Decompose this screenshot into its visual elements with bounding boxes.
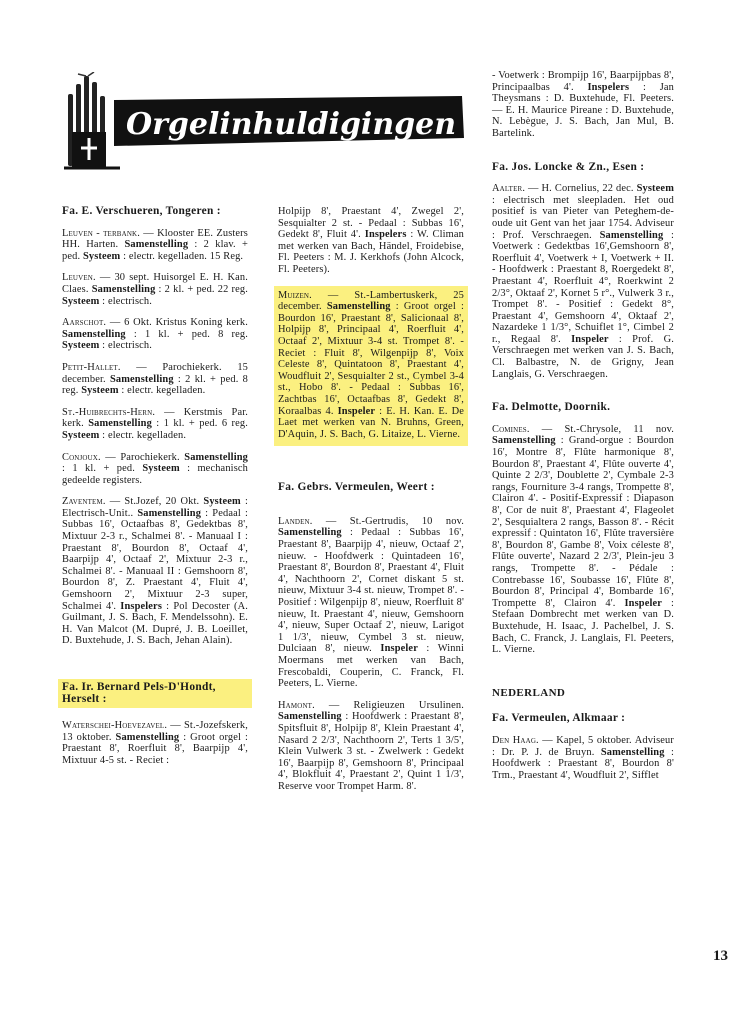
entry-text: : 2 kl. + ped. 8 reg. [62, 373, 248, 397]
entry-text: : electr. kegelladen. [121, 385, 206, 397]
entry-continued [278, 206, 464, 276]
firm-heading: Fa. E. Verschueren, Tongeren : [62, 205, 221, 217]
entry-text: : Jan Theysmans : D. Buxtehude, Fl. Peeters. — E. H. Maurice Pireane : D. Buxtehude, N. Lebègue, J. S. Bach, Jan Mul, B. Bartelink. [492, 81, 675, 139]
label-samenstelling: Samenstelling [600, 746, 665, 758]
label-samenstelling: Samenstelling [124, 239, 189, 251]
entry-text: : Groot orgel : Praestant 8', Roerfluit 8', Baarpijp 4', Mixtuur 4-5 st. - Reciet : [62, 731, 248, 766]
entry-text: — St.-Gertrudis, 10 nov. [325, 515, 464, 527]
entry-leuven-terbank [62, 228, 248, 263]
column-right [492, 70, 674, 791]
place-name: Conjoux. [62, 451, 101, 463]
label-inspelers: Inspelers [587, 81, 630, 93]
entry-text: : Electrisch-Unit.. [62, 496, 248, 519]
label-systeem: Systeem [62, 340, 100, 352]
entry-zaventem [62, 496, 248, 647]
entry-text: — Religieuzen Ursulinen. [328, 699, 464, 711]
label-samenstelling: Samenstelling [109, 373, 174, 385]
label-samenstelling: Samenstelling [137, 507, 202, 519]
place-name: St.-Huibrechts-Hern. [62, 406, 156, 418]
entry-conjoux [62, 452, 248, 487]
entry-text: - Voetwerk : Brompijp 16', Baarpijpbas 8', Principaalbas 4'. [492, 70, 674, 93]
label-samenstelling: Samenstelling [115, 731, 180, 743]
entry-text: : Hoofdwerk : Praestant 8', Bourdon 8' Trm., Praestant 4', Woudfluit 2', Sifflet [492, 746, 675, 781]
firm-heading: Fa. Delmotte, Doornik. [492, 401, 611, 414]
place-name: Leuven. [62, 272, 96, 284]
label-samenstelling: Samenstelling [278, 527, 342, 539]
entry-text: : Hoofdwerk : Praestant 8', Spitsfluit 8', Holpijp 8', Klein Praestant 4', Nasard 2 2/3', Nachthoorn 2', Terts 1 3/5', Klein Vulwerk 3 st. - Zwelwerk : Gedekt 16', Baarpijp 8', Gemshoorn 8', Principaal 4', Blokfluit 4', Praestant 2', Quint 1 1/3', Reserve voor Trompet Harm. 8'. [278, 711, 464, 792]
label-inspeler: Inspeler [571, 333, 609, 345]
place-name: Comines. [492, 423, 530, 435]
firm-heading: Fa. Jos. Loncke & Zn., Esen : [492, 160, 645, 173]
entry-text: — H. Cornelius, 22 dec. [528, 183, 634, 195]
label-inspelers: Inspelers [364, 229, 407, 241]
label-samenstelling: Samenstelling [184, 451, 249, 463]
organ-pipes-logo [62, 72, 468, 176]
entry-text: : E. H. Kan. E. De Laet met werken van N. Bruhns, Green, D'Aquin, J. S. Bach, G. Litaize, L. Vierne. [278, 405, 465, 440]
place-name: Den Haag. [492, 734, 539, 746]
label-systeem: Systeem [82, 250, 121, 262]
entry-text: : electr. kegelladen. [102, 429, 187, 441]
entry-text: : 1 kl. + ped. [62, 463, 136, 475]
place-name: Leuven - terbank. [62, 227, 140, 239]
column-middle [278, 206, 464, 803]
entry-text: : electrisch met sleepladen. Het oud positief is van Pieter van Peteghem-de-oude uit Gent van het jaar 1754. Adviseur : Prof. Verschraegen. [492, 194, 674, 241]
label-inspeler: Inspeler [624, 597, 663, 609]
entry-text: — St.Jozef, 20 Okt. [109, 496, 200, 508]
entry-text: : Pedaal : Subbas 16', Praestant 8', Baarpijp 4', nieuw, Octaaf 2', nieuw. - Hoofdwerk : Quintadeen 16', Praestant 8', Bourdon 8', Praestant 4', Fluit 4', Nachthoorn 2', Cornet diskant 5 st. nieuw, Mixtuur 3-4 st. nieuw, Trompet 8'. - Positief : Wilgenpijp 8', nieuw, Roerfluit 8' nieuw, It. Praestant 4', nieuw, Gemshoorn 4', nieuw, Super Octaaf 2', nieuw, Larigot 1 1/3', nieuw, Cymbel 3 st. nieuw, Dulciaan 8', nieuw. [278, 527, 465, 655]
entry-text: : electrisch. [102, 340, 153, 352]
place-name: Hamont. [278, 699, 315, 711]
organ-icon [64, 72, 120, 168]
entry-text: : Stefaan Dombrecht met werken van D. Buxtehude, H. Isaac, J. Pachelbel, J. S. Bach, C. Franck, J. Langlais, Fl. Peeters, L. Vierne. [492, 597, 675, 656]
entry-aalter [492, 183, 674, 380]
entry-text: : 2 klav. + ped. [62, 239, 249, 262]
label-systeem: Systeem [81, 385, 119, 397]
entry-continued [492, 70, 674, 140]
entry-st-huibrechts-hern [62, 407, 248, 442]
label-samenstelling: Samenstelling [492, 435, 556, 447]
entry-text: : Groot orgel : Bourdon 16', Praestant 8', Salicionaal 8', Holpijp 8', Principaal 4', Roerfluit 4', Octaaf 2', Mixtuur 3-4 st. Trompet 8'. - Reciet : Fluit 8', Wilgenpijp 8', Voix Celeste 8', Quintatoon 8', Praestant 4', Woudfluit 2', Sesquialter 2 st., Cymbel 3-4 st., Hobo 8'. - Pedaal : Subbas 16', Zachtbas 16', Octaafbas 8', Gedekt 8', Koraalbas 4. [278, 301, 464, 417]
entry-text: : 2 kl. + ped. 22 reg. [158, 283, 249, 295]
entry-text: : 1 kl. + ped. 8 reg. [133, 328, 248, 340]
header-title: Orgelinhuldigingen [126, 107, 456, 142]
entry-text: : Voetwerk : Gedektbas 16',Gemshoorn 8', Roerfluit 4', Voetwerk + I, Voetwerk + II. - Hoofdwerk : Praestant 8, Roergedekt 8', Praestant 4', Roerfluit 4°, Roerkwint 2 2/3°, Oktaaf 2', Kornet 5 r°., Vulwerk 3 r., Trompet 8'. - Positief : Gedekt 8°, Praestant 4', Gemshoorn 4', Oktaaf 2', Nazardeke 1 1/3°, Schuiflet 1°, Cimbel 2 r., Regaal 8'. [492, 229, 674, 345]
label-systeem: Systeem [142, 463, 180, 475]
firm-heading: Fa. Vermeulen, Alkmaar : [492, 712, 626, 725]
entry-text: : Pol Decoster (A. Guilmant, J. S. Bach, F. Mendelssohn). E. H. Van Malcot (M. Dupré, J. B. Loeillet, D. Buxtehude, J. S. Bach, Jehan Alain). [62, 600, 249, 647]
entry-text: : electrisch. [102, 295, 153, 307]
label-inspeler: Inspeler [337, 405, 376, 417]
entry-text: — Parochiekerk. [105, 451, 180, 463]
entry-text: — St.-Chrysole, 11 nov. [541, 423, 674, 435]
place-name: Landen. [278, 515, 313, 527]
section-heading: NEDERLAND [492, 686, 566, 699]
label-systeem: Systeem [62, 429, 100, 441]
entry-text: : electr. kegelladen. 15 Reg. [123, 250, 244, 262]
label-samenstelling: Samenstelling [88, 418, 152, 430]
label-inspeler: Inspeler [380, 643, 418, 655]
entry-text: : Pedaal : Subbas 16', Octaafbas 8', Gedektbas 8', Mixtuur 2-3 r., Schalmei 8'. - Manuaal I : Praestant 8', Bourdon 8', Octaaf 4', Baarpijp 4', Octaaf 2', Mixtuur 2-3 r., Schalmei 8'. - Manuaal II : Gemshoorn 8', Bourdon 8', Z. Praestant 4', Fluit 4', Gemshoorn 2', Mixtuur 2-3 super, Schalmei 4'. [62, 507, 249, 612]
entry-text: — St.-Jozefskerk, 13 oktober. [62, 720, 248, 743]
place-name: Waterschei-Hoevezavel. [62, 720, 168, 732]
entry-aarschot [62, 317, 248, 352]
label-samenstelling: Samenstelling [326, 301, 391, 313]
place-name: Zaventem. [62, 496, 106, 508]
entry-den-haag [492, 735, 674, 781]
place-name: Muizen. [278, 289, 312, 301]
entry-text: : Prof. G. Verschraegen met werken van J. S. Bach, Cl. Balbastre, N. de Grigny, Jean Langlais, G. Verschraegen. [492, 333, 675, 380]
entry-text: : mechanisch gedeelde registers. [62, 463, 248, 486]
label-samenstelling: Samenstelling [599, 229, 664, 241]
entry-text: — 6 Okt. Kristus Koning kerk. [109, 317, 248, 329]
label-systeem: Systeem [62, 295, 100, 307]
entry-text: — 30 sept. Huisorgel E. H. Kan. Claes. [62, 272, 248, 295]
entry-text: — St.-Lambertuskerk, 25 december. [278, 289, 464, 313]
label-systeem: Systeem [203, 496, 241, 508]
entry-text: : W. Climan met werken van Bach, Händel, Froidebise, Fl. Peeters : M. J. Kerkhofs (John Alcock, Fl. Peeters). [278, 229, 465, 275]
label-samenstelling: Samenstelling [62, 328, 126, 340]
column-left [62, 206, 248, 777]
entry-text: — Parochiekerk. 15 december. [62, 361, 249, 385]
entry-text: : Grand-orgue : Bourdon 16', Montre 8', Flûte harmonique 8', Bourdon 8', Praestant 4', Flûte ouverte 4', Quinte 2 2/3', Doublette 2', Cymbale 2-3 rangs, Fourniture 3-4 rangs, Trompette 8', Clairon 4'. - Positif-Expressif : Diapason 8', Cor de nuit 8', Praestant 4', Flageolet 2', Sesquialtera 2 rangs, Basson 8'. - Récit expressif : Quintaton 16', Flûte traversière 8', Bourdon 8', Gambe 8', Voix céleste 8', Flûte ouverte', Nazard 2 2/3', Plein-jeu 3 rangs, Trompette 8'. - Pédale : Contrebasse 16', Soubasse 16', Flûte 8', Bourdon 8', Principal 4', Bombarde 16', Trompette 8', Clairon 4'. [492, 435, 675, 609]
label-samenstelling: Samenstelling [278, 711, 342, 723]
place-name: Aarschot. [62, 317, 107, 329]
entry-waterschei [62, 720, 248, 766]
entry-text: : 1 kl. + ped. 6 reg. [156, 418, 249, 430]
page-number: 13 [713, 948, 728, 964]
entry-landen [278, 516, 464, 690]
label-inspelers: Inspelers [120, 600, 163, 612]
entry-comines [492, 424, 674, 656]
place-name: Aalter. [492, 183, 526, 195]
entry-leuven [62, 272, 248, 307]
entry-text: — Kapel, 5 oktober. Adviseur : Dr. P. J. de Bruyn. [492, 734, 674, 758]
entry-muizen-highlighted [274, 286, 468, 447]
label-systeem: Systeem [636, 183, 675, 195]
entry-text: — Klooster EE. Zusters HH. Harten. [62, 227, 248, 251]
label-samenstelling: Samenstelling [91, 283, 156, 295]
firm-heading: Fa. Gebrs. Vermeulen, Weert : [278, 481, 435, 494]
entry-text: Holpijp 8', Praestant 4', Zwegel 2', Sesquialter 2 st. - Pedaal : Subbas 16', Gedekt 8', Fluit 4'. [278, 206, 464, 241]
entry-petit-hallet [62, 362, 248, 397]
place-name: Petit-Hallet. [62, 361, 121, 373]
entry-text: : Winni Moermans met werken van Bach, Frescobaldi, Couperin, C. Franck, Fl. Peeters, L. Vierne. [278, 643, 465, 690]
entry-hamont [278, 700, 464, 793]
firm-heading-highlighted: Fa. Ir. Bernard Pels-D'Hondt, Herselt : [58, 679, 252, 708]
entry-text: — Kerstmis Par. kerk. [62, 406, 248, 430]
